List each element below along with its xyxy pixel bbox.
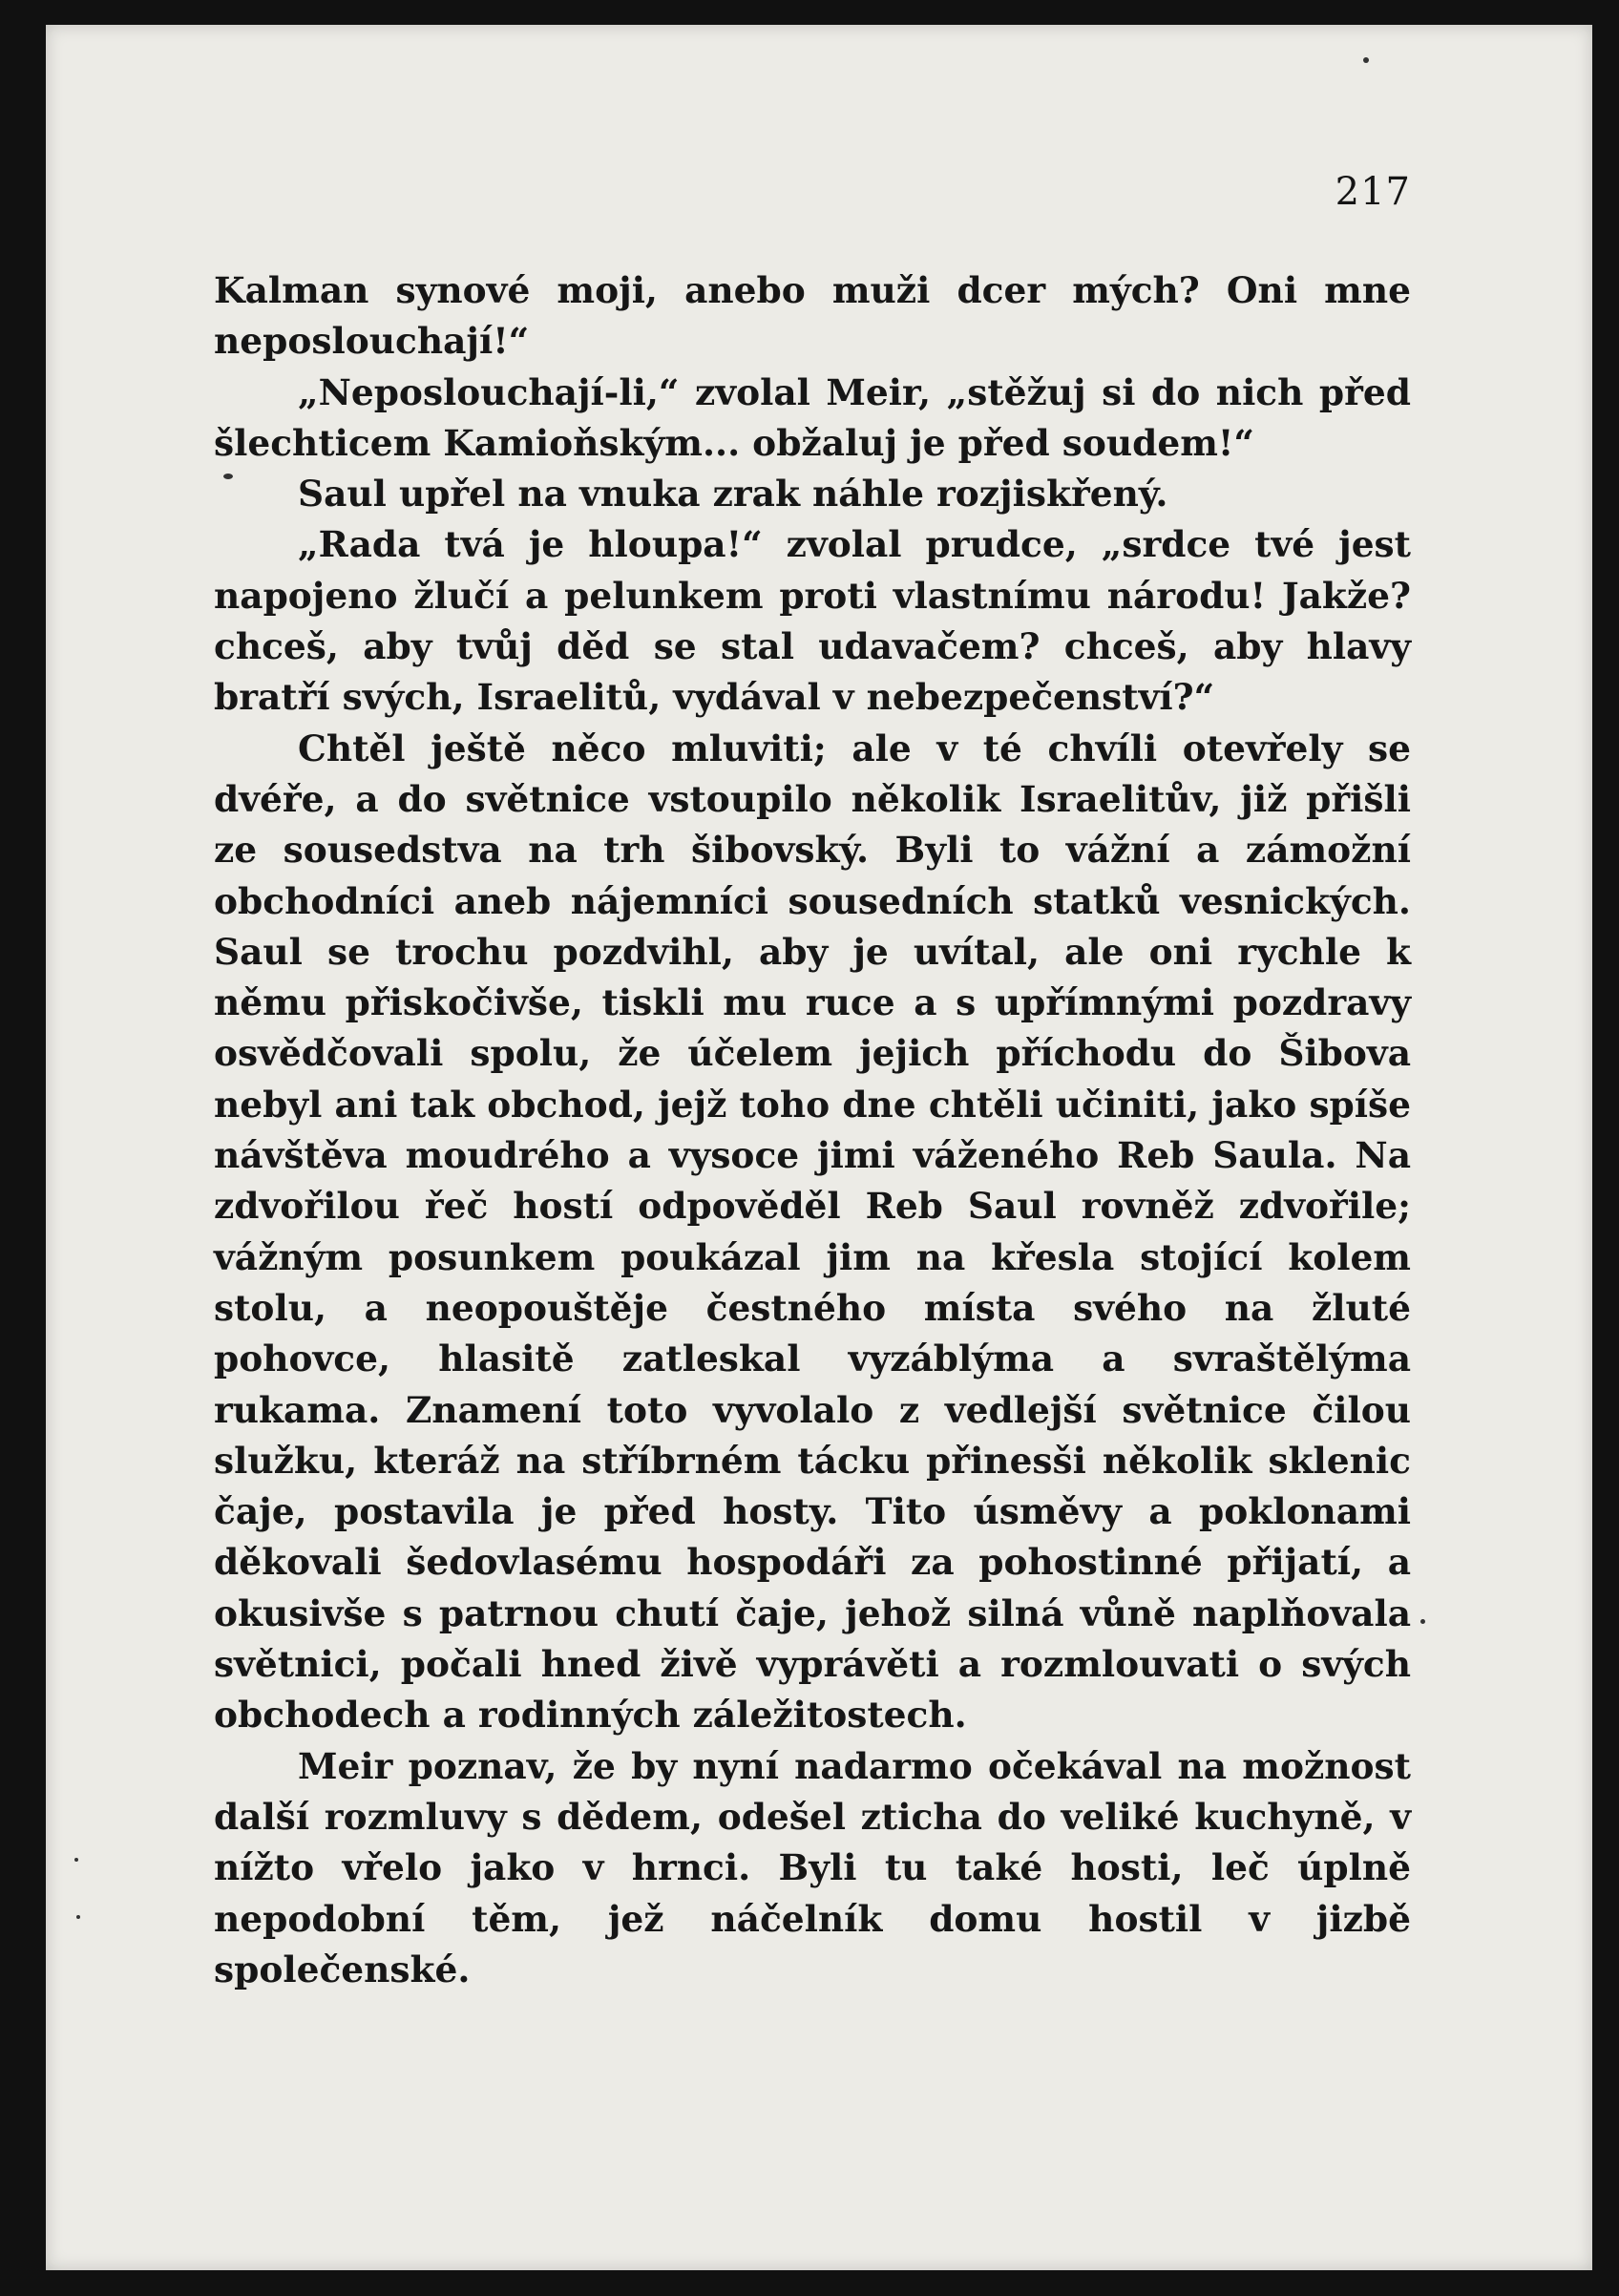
paragraph-2: „Neposlouchají-li,“ zvolal Meir, „stěžuj si do nich před šlechticem Kamioňským... obžaluj je před soudem!“ — [214, 370, 1411, 464]
page-number: 217 — [1335, 170, 1411, 214]
ink-speck — [223, 474, 233, 479]
ink-speck — [1363, 57, 1369, 63]
paragraph-6: Meir poznav, že by nyní nadarmo očekával na možnost další rozmluvy s dědem, odešel zticha do veliké kuchyně, v nížto vřelo jako v hrnci. Byli tu také hosti, leč úplně nepodobní těm, jež náčelník domu hostil v jizbě společenské. — [214, 1744, 1411, 1991]
paragraph-3: Saul upřel na vnuka zrak náhle rozjiskřený. — [298, 473, 1168, 516]
ink-speck — [76, 1915, 80, 1919]
paragraph-5: Chtěl ještě něco mluviti; ale v té chvíli otevřely se dvéře, a do světnice vstoupilo několik Israelitův, již přišli ze sousedstva na trh šibovský. Byli to vážní a zámožní obchodníci aneb nájemníci sousedních statků vesnických. Saul se trochu pozdvihl, aby je uvítal, ale oni rychle k němu přiskočivše, tiskli mu ruce a s upřímnými pozdravy osvědčovali spolu, že účelem jejich příchodu do Šibova nebyl ani tak obchod, jejž toho dne chtěli učiniti, jako spíše návštěva moudrého a vysoce jimi váženého Reb Saula. Na zdvořilou řeč hostí odpověděl Reb Saul rovněž zdvořile; vážným posunkem poukázal jim na křesla stojící kolem stolu, a neopouštěje čestného místa svého na žluté pohovce, hlasitě zatleskal vyzáblýma a svraštělýma rukama. Znamení toto vyvolalo z vedlejší světnice čilou služku, kteráž na stříbrném tácku přinesši několik sklenic čaje, postavila je před hosty. Tito úsměvy a poklonami děkovali šedovlasému hospodáři za pohostinné přijatí, a okusivše s patrnou chutí čaje, jehož silná vůně naplňovala světnici, počali hned živě vyprávěti a rozmlouvati o svých obchodech a rodinných záležitostech. — [214, 727, 1411, 1737]
book-page — [46, 25, 1592, 2270]
ink-speck — [1420, 1619, 1425, 1624]
paragraph-4: „Rada tvá je hloupa!“ zvolal prudce, „srdce tvé jest napojeno žlučí a pelunkem proti vlastnímu národu! Jakže? chceš, aby tvůj děd se stal udavačem? chceš, aby hlavy bratří svých, Israelitů, vydával v nebezpečenství?“ — [214, 523, 1411, 719]
paragraph-1: Kalman synové moji, anebo muži dcer mých? Oni mne neposlouchají!“ — [214, 269, 1411, 363]
body-text — [214, 265, 1411, 1995]
ink-speck — [74, 1858, 78, 1862]
